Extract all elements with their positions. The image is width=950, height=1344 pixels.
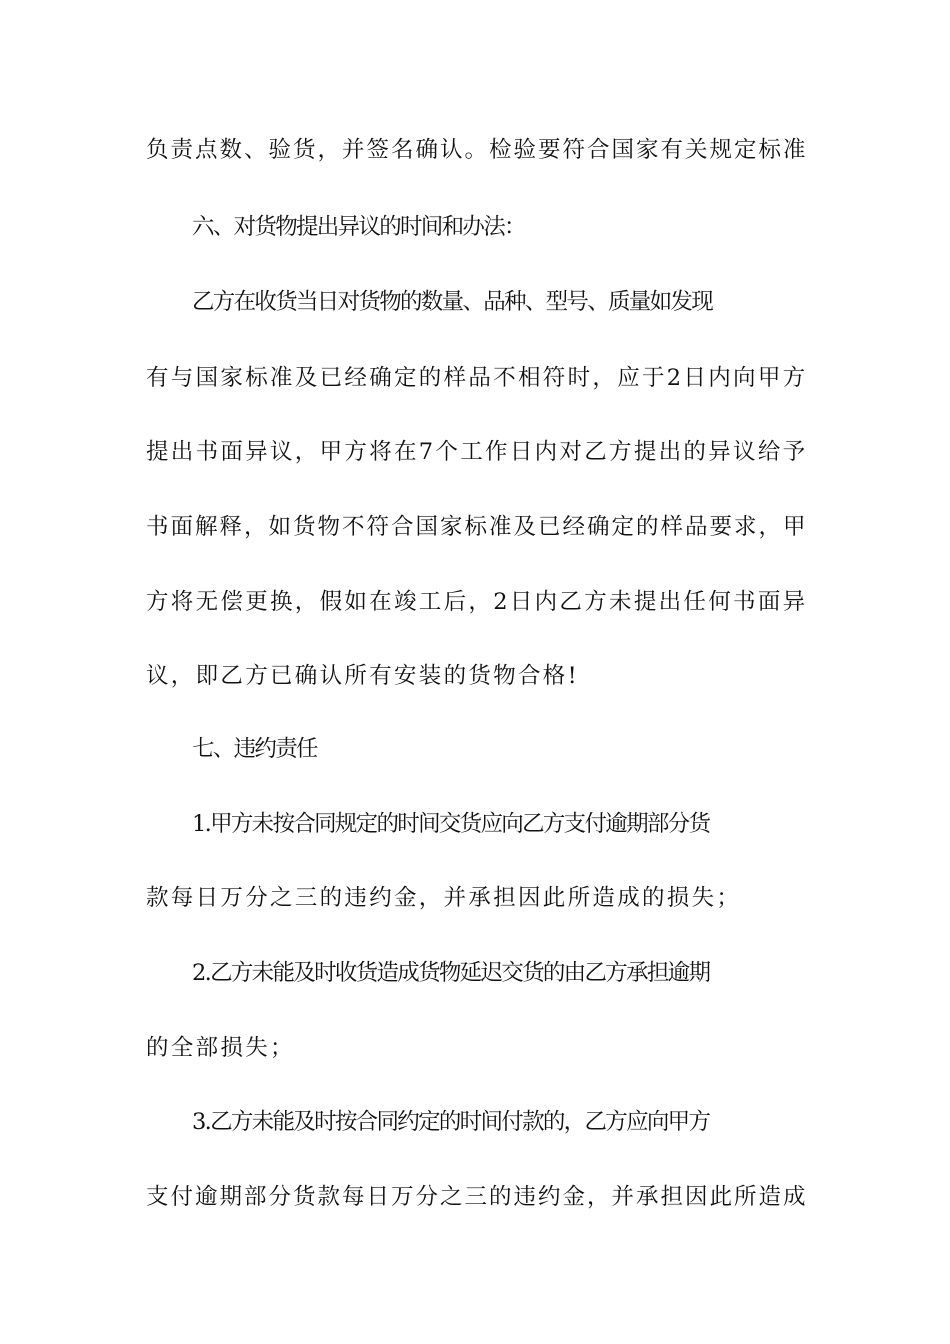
clause-2-line-1: 2.乙方未能及时收货造成货物延迟交货的由乙方承担逾期 [192, 960, 710, 986]
text-line-3: 乙方在收货当日对货物的数量、品种、型号、质量如发现 [192, 289, 713, 315]
text-line-5: 提出书面异议，甲方将在7个工作日内对乙方提出的异议给予 [146, 439, 808, 465]
clause-1-line-2: 款每日万分之三的违约金，并承担因此所造成的损失； [146, 885, 742, 911]
text-line-7: 方将无偿更换，假如在竣工后，2日内乙方未提出任何书面异 [146, 589, 808, 615]
clause-3-line-1: 3.乙方未能及时按合同约定的时间付款的，乙方应向甲方 [192, 1109, 710, 1135]
clause-2-line-2: 的全部损失； [146, 1035, 295, 1061]
text-line-4: 有与国家标准及已经确定的样品不相符时，应于2日内向甲方 [146, 365, 808, 391]
section-heading-six: 六、对货物提出异议的时间和办法： [192, 214, 525, 240]
text-line-1: 负责点数、验货，并签名确认。检验要符合国家有关规定标准 [146, 137, 808, 163]
text-line-8: 议，即乙方已确认所有安装的货物合格! [146, 663, 579, 689]
section-heading-seven: 七、违约责任 [192, 736, 317, 762]
clause-3-line-2: 支付逾期部分货款每日万分之三的违约金，并承担因此所造成 [146, 1184, 808, 1210]
clause-1-line-1: 1.甲方未按合同规定的时间交货应向乙方支付逾期部分货 [192, 811, 710, 837]
text-line-6: 书面解释，如货物不符合国家标准及已经确定的样品要求，甲 [146, 514, 808, 540]
